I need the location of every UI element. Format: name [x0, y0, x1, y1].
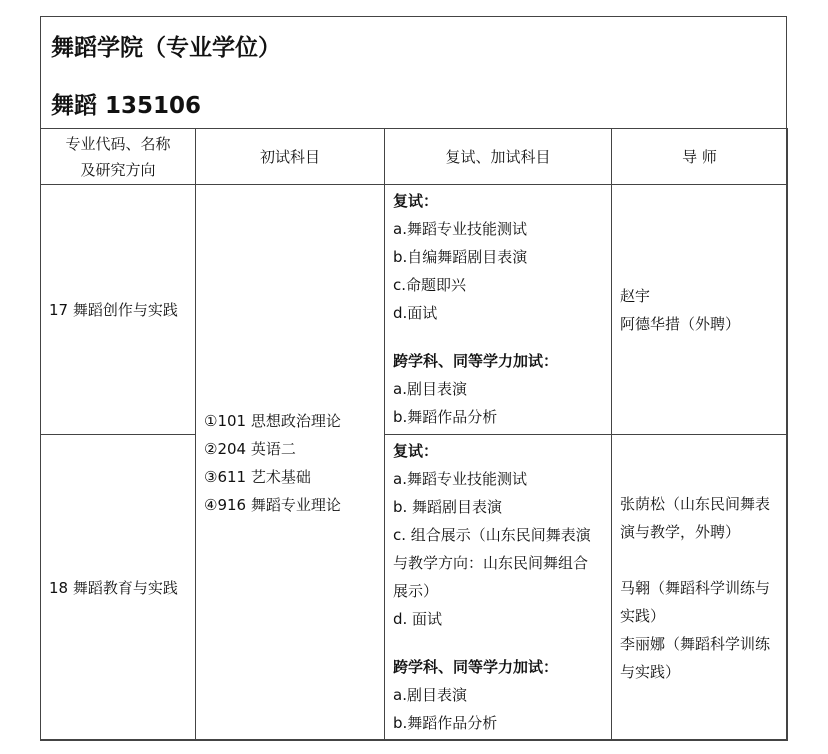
tutor-name: 马翱（舞蹈科学训练与 — [620, 578, 771, 597]
table-header-row — [41, 129, 788, 185]
retest-item: d.面试 — [393, 304, 438, 322]
tutor-name: 李丽娜（舞蹈科学训练 — [620, 634, 771, 653]
retest-item: a.舞蹈专业技能测试 — [393, 220, 527, 238]
direction-cell: 17 舞蹈创作与实践 — [41, 185, 196, 435]
retest-item: d. 面试 — [393, 610, 443, 628]
extra-heading: 跨学科、同等学力加试： — [393, 352, 559, 370]
tutor-name: 与实践） — [620, 662, 681, 681]
extra-item: a.剧目表演 — [393, 686, 467, 704]
initial-exam-item: ②204 英语二 — [204, 439, 296, 458]
retest-cell — [385, 185, 612, 435]
header-retest: 复试、加试科目 — [385, 129, 612, 185]
extra-item: a.剧目表演 — [393, 380, 467, 398]
tutor-name: 演与教学，外聘） — [620, 522, 741, 541]
direction-cell: 18 舞蹈教育与实践 — [41, 435, 196, 741]
retest-item: a.舞蹈专业技能测试 — [393, 470, 527, 488]
retest-item: c.命题即兴 — [393, 276, 467, 294]
tutor-name: 实践） — [620, 606, 666, 625]
header-initial-exam: 初试科目 — [196, 129, 385, 185]
retest-cell — [385, 435, 612, 741]
extra-item: b.舞蹈作品分析 — [393, 408, 498, 426]
table-row — [41, 185, 788, 435]
major-title: 舞蹈 135106 — [51, 93, 202, 119]
tutor-cell — [612, 435, 788, 741]
initial-exam-cell — [196, 185, 385, 741]
initial-exam-item: ③611 艺术基础 — [204, 467, 311, 486]
spacer — [393, 327, 605, 347]
initial-exam-item: ①101 思想政治理论 — [204, 411, 341, 430]
header-direction — [41, 129, 196, 185]
admission-table — [40, 128, 788, 741]
tutor-name: 阿德华措（外聘） — [620, 314, 741, 333]
spacer — [393, 633, 605, 653]
retest-item: 与教学方向：山东民间舞组合 — [393, 554, 589, 572]
retest-item: 展示） — [393, 582, 439, 600]
retest-item: c. 组合展示（山东民间舞表演 — [393, 526, 591, 544]
table-row — [41, 435, 788, 741]
retest-item: b. 舞蹈剧目表演 — [393, 498, 503, 516]
extra-item: b.舞蹈作品分析 — [393, 714, 498, 732]
document-sheet — [40, 16, 787, 740]
tutor-cell — [612, 185, 788, 435]
tutor-name: 张荫松（山东民间舞表 — [620, 494, 771, 513]
college-title: 舞蹈学院（专业学位） — [51, 35, 281, 61]
tutor-name: 赵宇 — [620, 286, 651, 305]
extra-heading: 跨学科、同等学力加试： — [393, 658, 559, 676]
spacer — [620, 546, 779, 574]
initial-exam-item: ④916 舞蹈专业理论 — [204, 495, 341, 514]
header-direction-line-2: 及研究方向 — [80, 160, 156, 179]
header-tutor: 导 师 — [612, 129, 788, 185]
retest-heading: 复试： — [393, 442, 439, 460]
retest-heading: 复试： — [393, 192, 439, 210]
header-direction-line-1: 专业代码、名称 — [65, 134, 171, 153]
retest-item: b.自编舞蹈剧目表演 — [393, 248, 528, 266]
